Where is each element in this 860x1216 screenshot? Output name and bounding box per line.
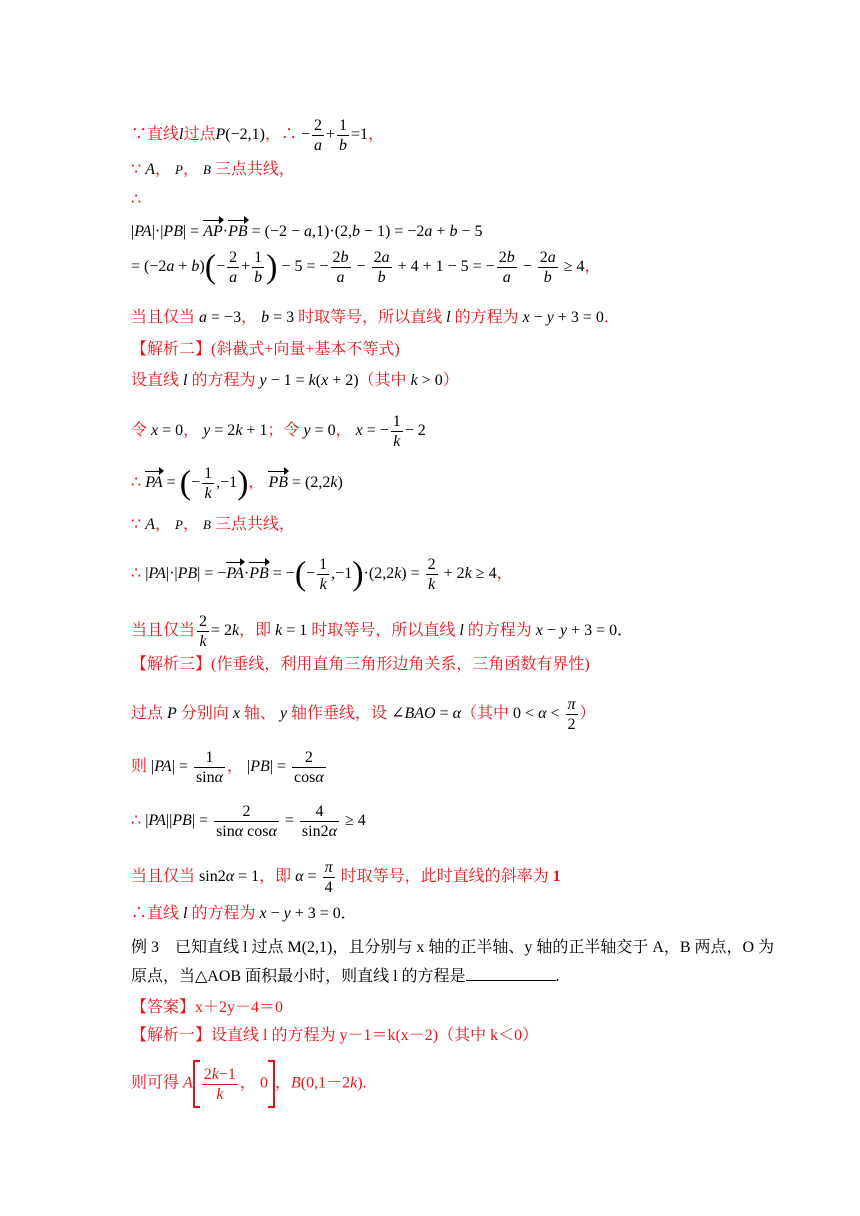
- line-16: 则 |PA| = $\frac{1}{\sin\alpha}$ ， |PB| = $\frac{2}{\cos\alpha}$: [131, 749, 324, 786]
- line-15: 过点 P 分别向 x 轴、 y 轴作垂线，设 ∠BAO = α（其中 0 < α < $\frac{\pi}{2}$ ）: [131, 696, 596, 733]
- solution-step: ∵直线l过点P(−2,1)，∴: [131, 126, 297, 144]
- line-13: 当且仅当 $\frac{2}{k}$ = 2k，即 k = 1 时取等号，所以直线 l 的方程为 x − y + 3 = 0．: [131, 613, 634, 650]
- line-24: 则可得 A $\frac{2k-1}{k}$ ， 0 ，B(0,1－2k).: [131, 1060, 367, 1108]
- section-heading-2: 【解析二】(斜截式+向量+基本不等式): [131, 341, 400, 358]
- line-21: 原点，当△AOB 面积最小时，则直线 l 的方程是 .: [131, 968, 560, 985]
- line-8: 设直线 l 的方程为 y − 1 = k(x + 2)（其中 k > 0）: [131, 372, 459, 389]
- line-17: ∴ |PA||PB| = $\frac{2}{\text{sinα cosα}}$ = $\frac{4}{\sin 2\alpha}$ ≥ 4: [131, 803, 366, 840]
- line-5: = (−2a + b)(− $\frac{2}{a}$ + $\frac{1}{b}$ ) − 5 = − $\frac{2b}{a}$ − $\frac{2a}{b}$ + 4 + 1 − 5 = − $\frac{2b}{a}$ − $\frac{2a}{b}$ ≥ 4，: [131, 248, 601, 286]
- vector-ap: AP: [203, 223, 223, 240]
- line-12: ∴ |PA|·|PB| = −PA·PB = −(− $\frac{1}{k}$ ,−1)·(2,2k) = $\frac{2}{k}$ + 2k ≥ 4，: [131, 555, 513, 593]
- line-4: |PA|·|PB| = AP·PB = (−2 − a,1)·(2,b − 1) = −2a + b − 5: [131, 223, 483, 240]
- fraction: $\frac{2}{a}$: [314, 117, 322, 154]
- vector-pb: PB: [228, 223, 248, 240]
- fraction: $\frac{1}{b}$: [339, 117, 348, 154]
- answer-blank: [466, 966, 556, 981]
- section-heading-3: 【解析三】(作垂线，利用直角三角形边角关系，三角函数有界性): [131, 656, 590, 673]
- line-6: 当且仅当 a = −3， b = 3 时取等号，所以直线 l 的方程为 x − y + 3 = 0．: [131, 309, 620, 326]
- bracket-right: [268, 1060, 275, 1108]
- line-10: ∴ PA = (− $\frac{1}{k}$ ,−1)， PB = (2,2k): [131, 464, 343, 502]
- line-11: ∵ A， P， B 三点共线，: [131, 516, 295, 533]
- example-3-text: 例 3 已知直线 l 过点 M(2,1)，且分别与 x 轴的正半轴、y 轴的正半轴交于 A，B 两点，O 为: [131, 939, 775, 956]
- line-2: ∵ A， P， B 三点共线，: [131, 161, 295, 178]
- line-19: ∴直线 l 的方程为 x − y + 3 = 0．: [131, 905, 357, 922]
- bracket-left: [193, 1060, 200, 1108]
- answer-line: 【答案】x＋2y－4＝0: [131, 999, 284, 1016]
- question-text: 原点，当△AOB 面积最小时，则直线 l 的方程是: [131, 968, 466, 985]
- section-heading-solution-1: 【解析一】设直线 l 的方程为 y－1＝k(x－2)（其中 k＜0）: [131, 1027, 539, 1044]
- line-3: ∴: [131, 191, 142, 208]
- line-18: 当且仅当 sin2α = 1，即 α = $\frac{\pi}{4}$ 时取等号，此时直线的斜率为 1: [131, 859, 561, 896]
- line-1: ∵直线l过点P(−2,1)，∴ − $\frac{2}{a}$ + $\frac{1}{b}$ =1，: [131, 117, 385, 154]
- line-9: 令 x = 0， y = 2k + 1；令 y = 0， x = − $\frac{1}{k}$ − 2: [131, 413, 426, 450]
